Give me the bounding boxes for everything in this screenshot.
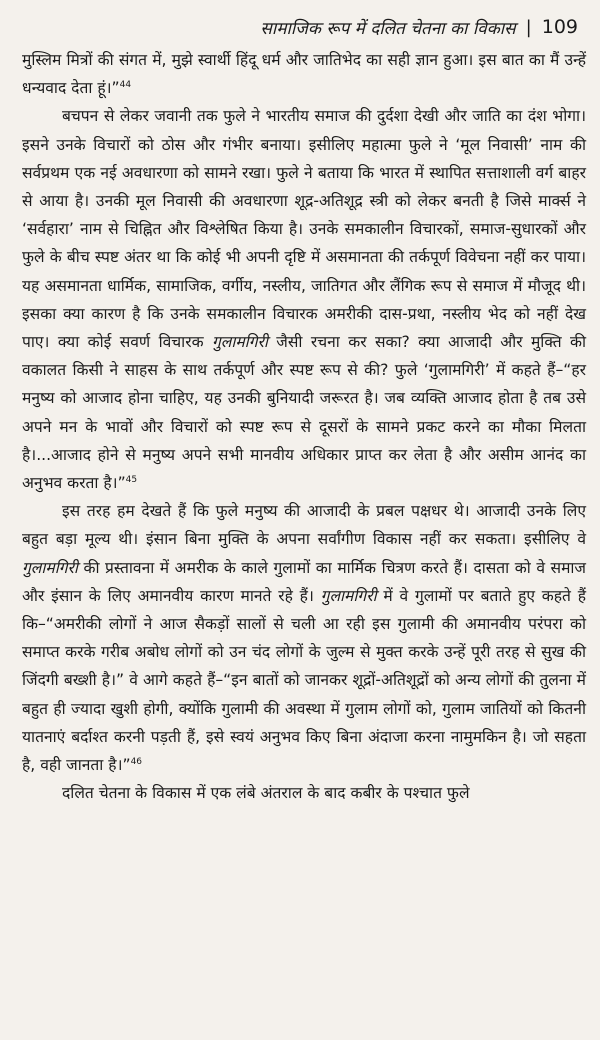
paragraph — [22, 46, 586, 102]
footnote-reference: 46 — [130, 756, 143, 767]
text-run: मुस्लिम मित्रों की संगत में, मुझे स्वार्थी हिंदू धर्म और जातिभेद का सही ज्ञान हुआ। इस बात का मैं उन्हें धन्यवाद देता हूं।” — [22, 51, 586, 98]
header-separator: | — [525, 16, 532, 38]
footnote-reference: 45 — [125, 474, 138, 485]
paragraph — [22, 779, 586, 807]
text-run: जैसी रचना कर सका? क्या आजादी और मुक्ति की वकालत किसी ने साहस के साथ तर्कपूर्ण और स्पष्ट रूप से की? फुले ‘गुलामगिरी’ में कहते हैं–“हर मनुष्य को आजाद होना चाहिए, यह उनकी बुनियादी जरूरत है। जब व्यक्ति आजाद होता है तब उसे अपने मन के भावों और विचारों को स्पष्ट रूप से दूसरों के सामने प्रकट करने का मौका मिलता है।...आजाद होने से मनुष्य अपने सभी मानवीय अधिकार प्राप्त कर लेता है और असीम आनंद का अनुभव करता है।” — [22, 333, 586, 493]
footnote-reference: 44 — [119, 80, 132, 91]
text-run: इस तरह हम देखते हैं कि फुले मनुष्य की आजादी के प्रबल पक्षधर थे। आजादी उनके लिए बहुत बड़ा मूल्य थी। इंसान बिना मुक्ति के अपना सर्वांगीण विकास नहीं कर सकता। इसीलिए वे — [22, 502, 586, 549]
text-run: में वे गुलामों पर बताते हुए कहते हैं कि–“अमरीकी लोगों ने आज सैकड़ों सालों से चली आ रही इस गुलामी की अमानवीय परंपरा को समाप्त करके गरीब अबोध लोगों को उन चंद लोगों के जुल्म से मुक्त करके उन्हें पूरी तरह से सुख की जिंदगी बख्शी है।” वे आगे कहते हैं–“इन बातों को जानकर शूद्रों-अतिशूद्रों को अन्य लोगों की तुलना में बहुत ही ज्यादा खुशी होगी, क्योंकि गुलामी की अवस्था में गुलाम लोगों को, गुलाम जातियों को कितनी यातनाएं बर्दाश्त करनी पड़ती हैं, इसे स्वयं अनुभव किए बिना अंदाजा करना नामुमकिन है। जो सहता है, वही जानता है।” — [22, 586, 586, 775]
italic-title: गुलामगिरी — [211, 333, 268, 352]
italic-title: गुलामगिरी — [22, 558, 78, 577]
paragraph — [22, 102, 586, 497]
page-number: 109 — [541, 16, 578, 38]
text-run: दलित चेतना के विकास में एक लंबे अंतराल के बाद कबीर के पश्चात फुले — [62, 784, 470, 803]
text-run: बचपन से लेकर जवानी तक फुले ने भारतीय समाज की दुर्दशा देखी और जाति का दंश भोगा। इसने उनके विचारों को ठोस और गंभीर बनाया। इसीलिए महात्मा फुले ने ‘मूल निवासी’ नाम की सर्वप्रथम एक नई अवधारणा को सामने रखा। फुले ने बताया कि भारत में स्थापित सत्ताशाली वर्ग बाहर से आया है। उनकी मूल निवासी की अवधारणा शूद्र-अतिशूद्र स्त्री को लेकर बनती है जिसे मार्क्स ने ‘सर्वहारा’ नाम से चिह्नित और विश्लेषित किया है। उनके समकालीन विचारकों, समाज-सुधारकों और फुले के बीच स्पष्ट अंतर था कि कोई भी अपनी दृष्टि में असमानता की तर्कपूर्ण विवेचना नहीं कर पाया। यह असमानता धार्मिक, सामाजिक, वर्गीय, नस्लीय, जातिगत और लैंगिक रूप से समाज में मौजूद थी। इसका क्या कारण है कि उनके समकालीन विचारक अमरीकी दास-प्रथा, नस्लीय भेद को नहीं देख पाए। क्या कोई सवर्ण विचारक — [22, 107, 586, 352]
chapter-title: सामाजिक रूप में दलित चेतना का विकास — [260, 18, 516, 39]
running-header — [22, 10, 586, 44]
body-text — [22, 46, 586, 807]
paragraph — [22, 497, 586, 779]
text-run: की प्रस्तावना में अमरीक के काले गुलामों का मार्मिक चित्रण करते हैं। दासता को वे समाज और इंसान के लिए अमानवीय कारण मानते रहे हैं। — [22, 558, 586, 605]
italic-title: गुलामगिरी — [320, 586, 377, 605]
